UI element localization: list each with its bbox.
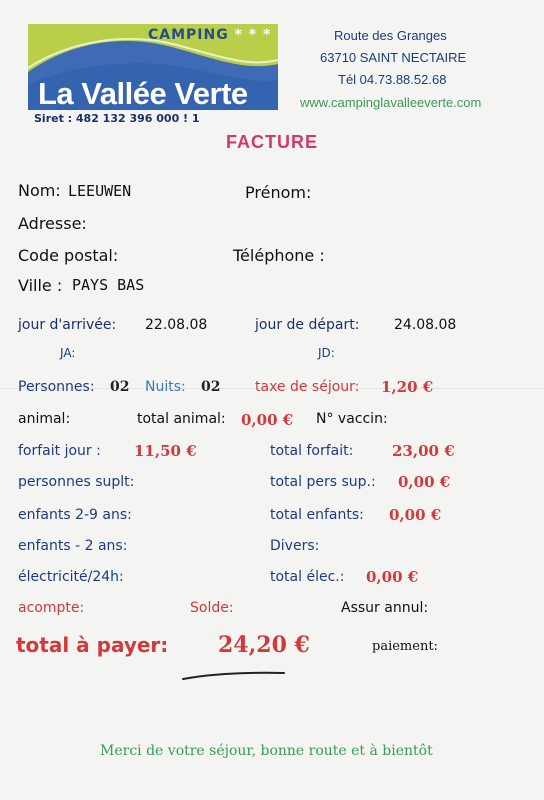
total-pers-label: total pers sup.: bbox=[270, 474, 376, 490]
total-label: total à payer: bbox=[16, 633, 169, 657]
assur-label: Assur annul: bbox=[341, 600, 429, 616]
personnes-value: 02 bbox=[110, 379, 130, 395]
total-value: 24,20 € bbox=[218, 632, 310, 658]
siret-number: Siret : 482 132 396 000 ! 1 bbox=[34, 112, 200, 125]
footer-message: Merci de votre séjour, bonne route et à bientôt bbox=[100, 743, 433, 759]
depart-label: jour de départ: bbox=[255, 317, 360, 333]
total-enfants-value: 0,00 € bbox=[389, 506, 442, 524]
arrivee-value: 22.08.08 bbox=[145, 317, 208, 333]
ja-label: JA: bbox=[60, 346, 76, 360]
prenom-label: Prénom: bbox=[245, 183, 312, 202]
pers-suplt-label: personnes suplt: bbox=[18, 474, 135, 490]
elec-label: électricité/24h: bbox=[18, 569, 124, 585]
total-elec-value: 0,00 € bbox=[366, 568, 419, 586]
ville-value: PAYS BAS bbox=[72, 276, 145, 294]
jd-label: JD: bbox=[318, 346, 335, 360]
depart-value: 24.08.08 bbox=[394, 317, 457, 333]
total-enfants-label: total enfants: bbox=[270, 507, 364, 523]
forfait-jour-value: 11,50 € bbox=[134, 442, 197, 460]
logo-camping-text: CAMPING * * * bbox=[148, 27, 272, 43]
total-forfait-value: 23,00 € bbox=[392, 442, 455, 460]
acompte-label: acompte: bbox=[18, 600, 85, 616]
adresse-label: Adresse: bbox=[18, 214, 87, 233]
enfants-29-label: enfants 2-9 ans: bbox=[18, 507, 132, 523]
signature-underline bbox=[180, 668, 290, 684]
arrivee-label: jour d'arrivée: bbox=[18, 317, 117, 333]
personnes-label: Personnes: bbox=[18, 379, 95, 395]
animal-label: animal: bbox=[18, 411, 71, 427]
nuits-label: Nuits: bbox=[145, 379, 186, 395]
total-animal-value: 0,00 € bbox=[241, 411, 294, 429]
nom-label: Nom: bbox=[18, 181, 61, 200]
taxe-label: taxe de séjour: bbox=[255, 379, 360, 395]
address-line-1: Route des Granges bbox=[334, 28, 447, 43]
ville-label: Ville : bbox=[18, 276, 63, 295]
invoice-title: FACTURE bbox=[226, 132, 318, 152]
vaccin-label: N° vaccin: bbox=[316, 411, 388, 427]
nom-value: LEEUWEN bbox=[68, 182, 132, 200]
total-pers-value: 0,00 € bbox=[398, 473, 451, 491]
website-link[interactable]: www.campinglavalleeverte.com bbox=[300, 95, 482, 110]
total-forfait-label: total forfait: bbox=[270, 443, 354, 459]
taxe-value: 1,20 € bbox=[381, 378, 434, 396]
paiement-label: paiement: bbox=[372, 639, 438, 654]
logo-brand-name: La Vallée Verte bbox=[38, 76, 248, 111]
enfants-2-label: enfants - 2 ans: bbox=[18, 538, 128, 554]
forfait-jour-label: forfait jour : bbox=[18, 443, 101, 459]
divers-label: Divers: bbox=[270, 538, 320, 554]
address-line-2: 63710 SAINT NECTAIRE bbox=[320, 50, 467, 65]
total-animal-label: total animal: bbox=[137, 411, 226, 427]
telephone-label: Téléphone : bbox=[233, 246, 325, 265]
total-elec-label: total élec.: bbox=[270, 569, 345, 585]
nuits-value: 02 bbox=[201, 379, 221, 395]
solde-label: Solde: bbox=[190, 600, 234, 616]
code-postal-label: Code postal: bbox=[18, 246, 119, 265]
phone-number: Tél 04.73.88.52.68 bbox=[338, 72, 447, 87]
